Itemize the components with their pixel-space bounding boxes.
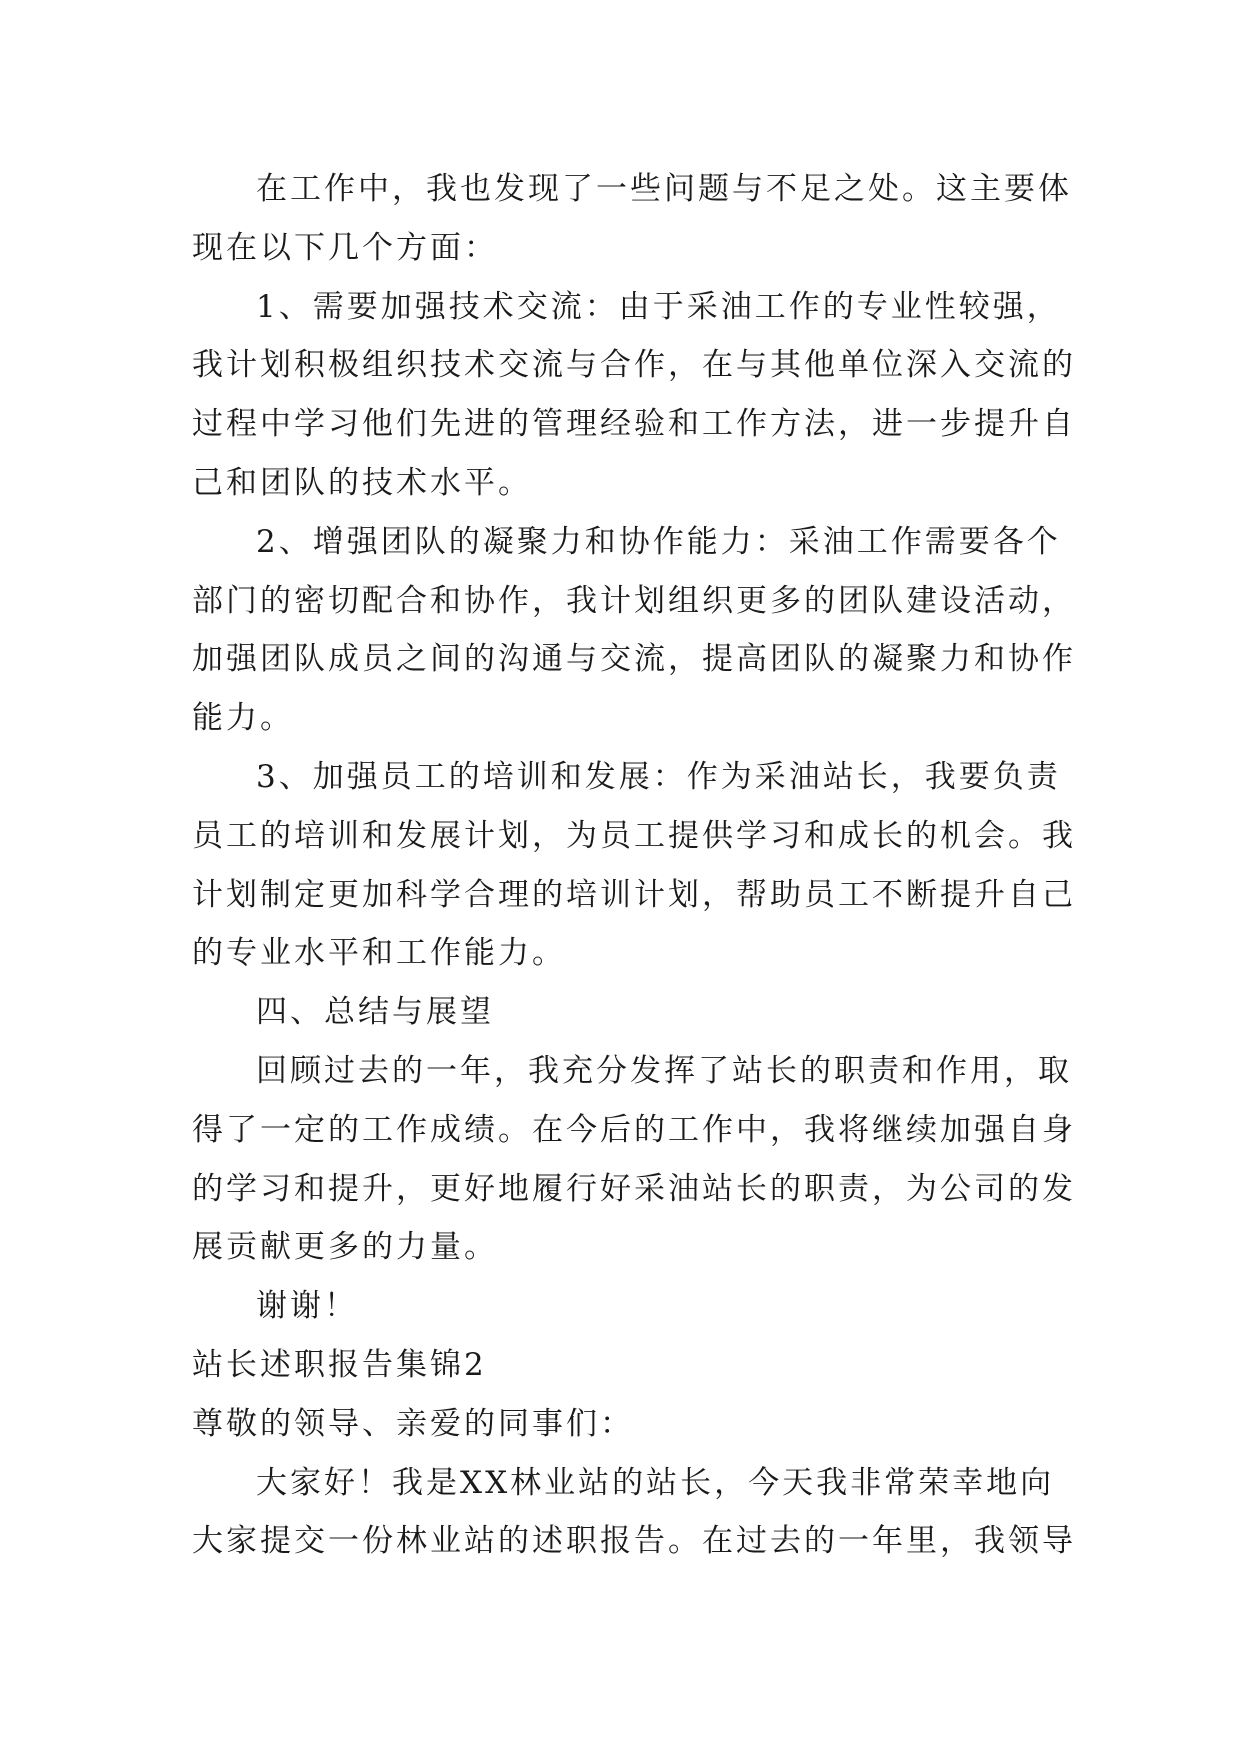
closing-line: 谢谢！ bbox=[256, 1288, 358, 1325]
text-line: 大家好！我是XX林业站的站长，今天我非常荣幸地向 bbox=[256, 1464, 1055, 1501]
text-line: 大家提交一份林业站的述职报告。在过去的一年里，我领导 bbox=[192, 1523, 1076, 1560]
text-line: 计划制定更加科学合理的培训计划，帮助员工不断提升自己 bbox=[192, 876, 1076, 913]
list-item-2-line: 2、增强团队的凝聚力和协作能力：采油工作需要各个 bbox=[256, 523, 1061, 560]
text-line: 现在以下几个方面： bbox=[192, 229, 498, 266]
text-line: 过程中学习他们先进的管理经验和工作方法，进一步提升自 bbox=[192, 406, 1076, 443]
text-line: 员工的培训和发展计划，为员工提供学习和成长的机会。我 bbox=[192, 817, 1076, 854]
text-line: 展贡献更多的力量。 bbox=[192, 1229, 498, 1266]
text-line: 的专业水平和工作能力。 bbox=[192, 935, 566, 972]
list-item-1-line: 1、需要加强技术交流：由于采油工作的专业性较强， bbox=[256, 288, 1061, 325]
section-heading: 四、总结与展望 bbox=[256, 994, 494, 1031]
text-line: 加强团队成员之间的沟通与交流，提高团队的凝聚力和协作 bbox=[192, 641, 1076, 678]
text-line: 己和团队的技术水平。 bbox=[192, 464, 532, 501]
text-line: 在工作中，我也发现了一些问题与不足之处。这主要体 bbox=[256, 171, 1072, 207]
salutation: 尊敬的领导、亲爱的同事们： bbox=[192, 1405, 634, 1442]
text-line: 部门的密切配合和协作，我计划组织更多的团队建设活动， bbox=[192, 582, 1076, 619]
text-line: 的学习和提升，更好地履行好采油站长的职责，为公司的发 bbox=[192, 1170, 1076, 1207]
list-item-3-line: 3、加强员工的培训和发展：作为采油站长，我要负责 bbox=[256, 758, 1061, 795]
text-line: 能力。 bbox=[192, 700, 294, 737]
text-line: 得了一定的工作成绩。在今后的工作中，我将继续加强自身 bbox=[192, 1111, 1076, 1148]
text-line: 回顾过去的一年，我充分发挥了站长的职责和作用，取 bbox=[256, 1052, 1072, 1089]
text-line: 我计划积极组织技术交流与合作，在与其他单位深入交流的 bbox=[192, 347, 1076, 384]
document-body bbox=[192, 160, 1076, 1571]
report-title: 站长述职报告集锦2 bbox=[192, 1346, 487, 1383]
